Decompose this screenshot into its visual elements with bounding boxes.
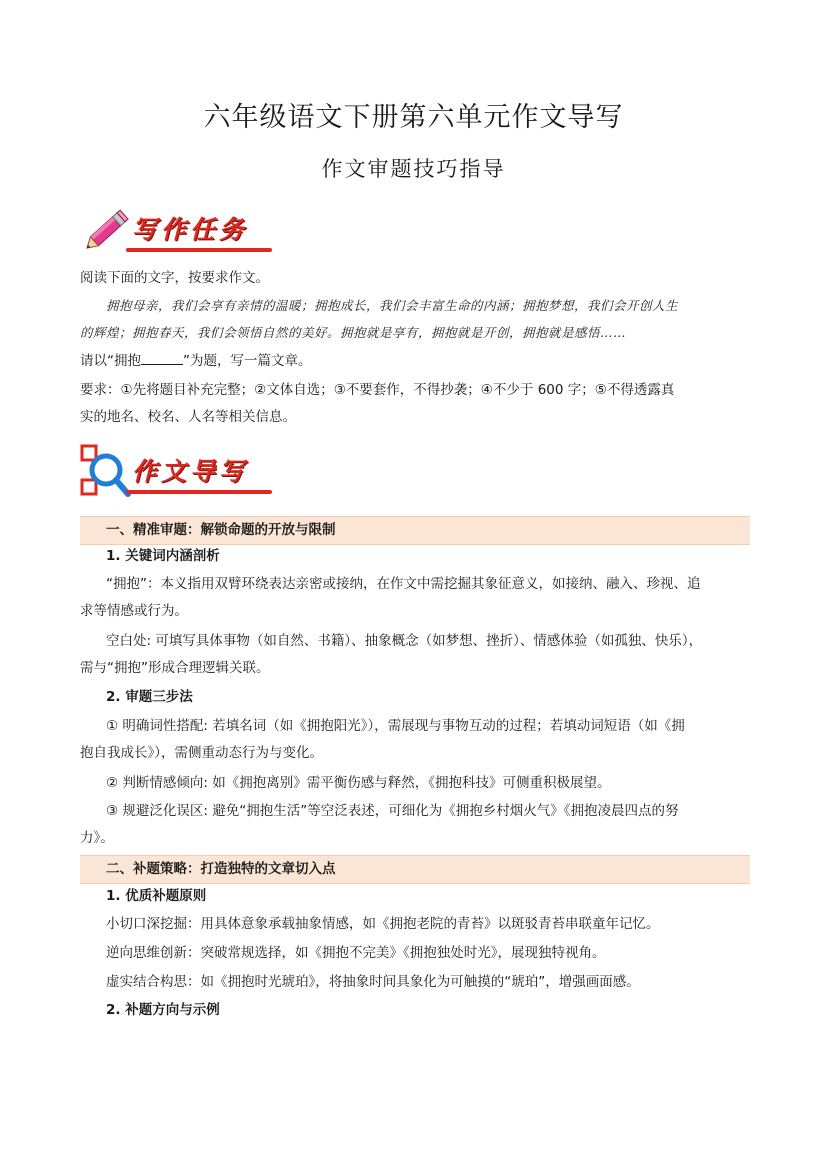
paragraph-line: 空白处: 可填写具体事物（如自然、书籍）、抽象概念（如梦想、挫折）、情感体验（如孤独、快乐）， bbox=[106, 633, 703, 649]
task-prompt-end: ”为题，写一篇文章。 bbox=[183, 353, 312, 369]
subheading: 1. 关键词内涵剖析 bbox=[106, 548, 220, 564]
paragraph-line: 需与“拥抱”形成合理逻辑关联。 bbox=[80, 660, 270, 676]
section2-heading-text: 二、补题策略：打造独特的文章切入点 bbox=[106, 861, 336, 877]
writing-guide-banner bbox=[80, 446, 280, 498]
paragraph-line: ① 明确词性搭配: 若填名词（如《拥抱阳光》），需展现与事物互动的过程；若填动词短语（如《拥 bbox=[106, 718, 685, 734]
subheading: 1. 优质补题原则 bbox=[106, 888, 207, 904]
paragraph-line: 抱自我成长》），需侧重动态行为与变化。 bbox=[80, 745, 323, 761]
paragraph-line: 虚实结合构思：如《拥抱时光琥珀》，将抽象时间具象化为可触摸的“琥珀”，增强画面感。 bbox=[106, 974, 640, 990]
page-title: 六年级语文下册第六单元作文导写 bbox=[203, 102, 624, 133]
paragraph-line: 逆向思维创新：突破常规选择，如《拥抱不完美》《拥抱独处时光》，展现独特视角。 bbox=[106, 945, 606, 961]
writing-task-banner bbox=[80, 204, 280, 256]
subheading: 2. 补题方向与示例 bbox=[106, 1002, 220, 1018]
section-heading bbox=[80, 855, 750, 884]
task-intro: 阅读下面的文字，按要求作文。 bbox=[80, 270, 269, 286]
title-blank bbox=[141, 352, 183, 365]
paragraph-line: ② 判断情感倾向: 如《拥抱离别》需平衡伤感与释然，《拥抱科技》可侧重积极展望。 bbox=[106, 775, 611, 791]
paragraph-line: “拥抱”：本义指用双臂环绕表达亲密或接纳，在作文中需挖掘其象征意义，如接纳、融入、珍视、追 bbox=[106, 576, 701, 592]
banner-underline bbox=[126, 490, 272, 494]
paragraph-line: 力》。 bbox=[80, 830, 114, 846]
task-passage-line1: 拥抱母亲，我们会享有亲情的温暖；拥抱成长，我们会丰富生命的内涵；拥抱梦想，我们会开创人生 bbox=[106, 298, 679, 313]
banner-underline bbox=[126, 248, 272, 252]
writing-guide-label: 作文导写 bbox=[132, 457, 249, 486]
task-prompt-start: 请以“拥抱 bbox=[80, 353, 141, 369]
page-subtitle: 作文审题技巧指导 bbox=[321, 157, 506, 181]
task-prompt bbox=[80, 348, 748, 375]
section1-heading-text: 一、精准审题：解锁命题的开放与限制 bbox=[106, 522, 336, 538]
task-requirements-line1: 要求：①先将题目补充完整；②文体自选；③不要套作，不得抄袭；④不少于 600 字；⑤不得透露真 bbox=[80, 382, 675, 398]
section-heading bbox=[80, 516, 750, 545]
writing-task-label: 写作任务 bbox=[132, 215, 249, 244]
paragraph-line: 求等情感或行为。 bbox=[80, 603, 188, 619]
task-requirements-line2: 实的地名、校名、人名等相关信息。 bbox=[80, 409, 296, 425]
task-passage-line2: 的辉煌；拥抱春天，我们会领悟自然的美好。拥抱就是享有，拥抱就是开创，拥抱就是感悟…… bbox=[80, 325, 627, 340]
paragraph-line: 小切口深挖掘：用具体意象承载抽象情感，如《拥抱老院的青苔》以斑驳青苔串联童年记忆。 bbox=[106, 916, 660, 932]
subheading: 2. 审题三步法 bbox=[106, 689, 193, 705]
paragraph-line: ③ 规避泛化误区: 避免“拥抱生活”等空泛表述，可细化为《拥抱乡村烟火气》《拥抱凌晨四点的努 bbox=[106, 803, 679, 819]
